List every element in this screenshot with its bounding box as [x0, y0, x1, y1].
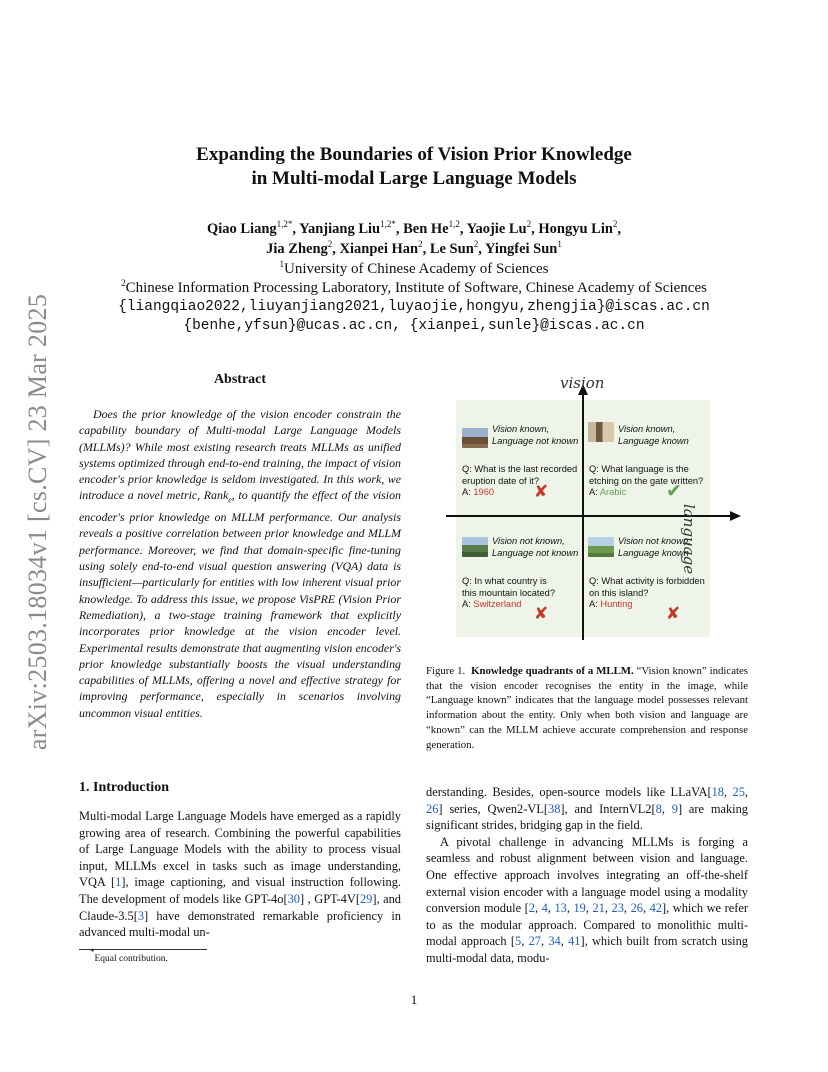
check-icon: ✔ [666, 480, 682, 502]
cross-icon: ✘ [534, 604, 549, 624]
q2-label-line1: Vision known, [618, 424, 676, 434]
body-text: , [623, 901, 631, 916]
q1-question-line2: eruption date of it? [462, 475, 540, 486]
author-name: Jia Zheng [266, 241, 328, 257]
caption-text: “Vision known” indicates that the vision encoder recognises the entity in the image, while “Language known” indicates that the language model possesses relevant information about the entity. Only when both vision and language are “known” can the MLLM achieve accurate comprehension and response generation. [426, 665, 748, 751]
author-name: Le Sun [429, 241, 474, 257]
quadrant-2-qa [589, 464, 703, 499]
author-separator: , [617, 221, 622, 237]
author-separator: , [395, 221, 404, 237]
body-text: , [642, 901, 650, 916]
citation-link[interactable]: 18 [711, 785, 724, 799]
author-name: Qiao Liang [206, 221, 277, 237]
body-text: ], and Claude-3.5[ [79, 891, 401, 923]
author-name: Ben He [403, 221, 449, 237]
body-text: ], which we refer to as the modular approach. Compared to monolithic multi-modal approach [ [426, 901, 748, 949]
body-text: ] series, Qwen2-VL[ [438, 801, 549, 816]
quadrant-3-label [492, 536, 578, 559]
language-axis-label: language [680, 504, 698, 575]
language-axis-arrow-icon [730, 511, 741, 521]
q4-answer: Hunting [600, 599, 633, 609]
paper-title-line1: Expanding the Boundaries of Vision Prior Knowledge [196, 144, 632, 165]
citation-link[interactable]: 34 [548, 934, 561, 949]
author-affiliation-marker: 2 [526, 219, 532, 229]
body-text: , [744, 785, 748, 799]
body-text: Multi-modal Large Language Models have emerged as a rapidly growing area of research. Combining the powerful capabilities of Large Language Models with the ability to process visual input, MLLMs excel in tasks such as image understanding, VQA [ [79, 809, 401, 890]
volcano-thumbnail [462, 428, 488, 448]
island-thumbnail [588, 537, 614, 557]
citation-link[interactable]: 42 [649, 901, 662, 916]
author-affiliation-marker: 2 [612, 219, 618, 229]
citation-link[interactable]: 25 [732, 785, 745, 799]
body-text: ] have demonstrated remarkable proficiency in advanced multi-modal un- [79, 908, 401, 940]
quadrant-2-label [618, 424, 689, 447]
author-separator: , [531, 221, 539, 237]
citation-link[interactable]: 38 [548, 801, 561, 816]
author-name: Yanjiang Liu [299, 221, 381, 237]
body-text: , [521, 934, 529, 949]
author-affiliation-marker: 2 [327, 239, 333, 249]
q2-question-line1: Q: What language is the [589, 464, 689, 474]
body-text: ], and InternVL2[ [560, 801, 656, 816]
affiliation-1 [0, 259, 828, 279]
caption-label: Figure 1. [426, 665, 466, 677]
vision-axis-label: vision [560, 374, 605, 392]
body-text: , [547, 901, 555, 916]
body-text: , [723, 785, 733, 799]
abstract-part-1: Does the prior knowledge of the vision encoder constrain the capability boundary of Multi-modal Large Language Models (MLLMs)? While most existing research treats MLLMs as unified systems optimized through end-to-end training, the impact of vision encoder's prior knowledge is seldom investigated. In this work, we introduce a novel metric, Rank [79, 407, 401, 503]
citation-link[interactable]: 2 [528, 901, 535, 916]
body-text: , [585, 901, 593, 916]
author-name: Yingfei Sun [484, 241, 558, 257]
q1-answer: 1960 [473, 487, 495, 497]
aff2-text: Chinese Information Processing Laboratory, Institute of Software, Chinese Academy of Sciences [125, 280, 707, 296]
body-text: A pivotal challenge in advancing MLLMs is forging a seamless and robust alignment between vision and language. One effective approach involves integrating an off-the-shelf external vision encoder with a language model using a modality conversion module [ [426, 834, 748, 916]
author-name: Xianpei Han [339, 241, 419, 257]
citation-link[interactable]: 29 [359, 891, 373, 906]
q2-question-line2: etching on the gate written? [589, 475, 704, 486]
q1-label-line1: Vision known, [492, 424, 550, 434]
q4-label-line1: Vision not known, [618, 536, 691, 546]
q3-label-line1: Vision not known, [492, 536, 565, 546]
citation-link[interactable]: 3 [137, 908, 145, 923]
body-text: ], which built from scratch using multi-modal data, modu- [426, 934, 748, 965]
author-separator: , [292, 221, 300, 237]
author-affiliation-marker: 2 [473, 239, 479, 249]
q4-answer-prefix: A: [589, 599, 601, 609]
aff1-marker: 1 [279, 259, 284, 269]
intro-paragraph-1 [79, 808, 401, 941]
footnote-rule [79, 949, 207, 950]
author-separator: , [332, 241, 340, 257]
q2-answer-prefix: A: [589, 487, 600, 497]
body-text: ] are making significant strides, bridging gap in the field. [426, 801, 748, 833]
body-text: , [560, 934, 569, 949]
footnote-marker: * [90, 947, 95, 957]
gate-thumbnail [588, 422, 614, 442]
section-heading-introduction: 1. Introduction [79, 780, 169, 795]
q3-answer-prefix: A: [462, 599, 474, 609]
q3-answer: Switzerland [473, 599, 522, 609]
paper-title-line2: in Multi-modal Large Language Models [251, 168, 577, 189]
q1-answer-prefix: A: [462, 487, 474, 497]
q3-question-line1: Q: In what country is [462, 576, 547, 586]
q4-question-line1: Q: What activity is forbidden [589, 576, 705, 586]
q2-answer: Arabic [599, 487, 627, 497]
vision-axis-line [582, 394, 584, 640]
q4-label-line2: Language known [618, 547, 689, 558]
q1-label-line2: Language not known [492, 435, 579, 446]
author-affiliation-marker: 1,2* [276, 219, 293, 229]
aff2-marker: 2 [121, 278, 126, 288]
email-line-2: {benhe,yfsun}@ucas.ac.cn, {xianpei,sunle}@iscas.ac.cn [183, 318, 645, 334]
intro-right-column [426, 784, 748, 967]
citation-link[interactable]: 4 [541, 901, 548, 916]
body-text: , [534, 901, 542, 916]
citation-link[interactable]: 1 [115, 875, 122, 890]
arxiv-sidebar [18, 287, 58, 757]
citation-link[interactable]: 13 [554, 901, 567, 916]
body-text: derstanding. Besides, open-source models like LLaVA[ [426, 785, 712, 799]
author-affiliation-marker: 1 [557, 239, 562, 249]
abstract-heading: Abstract [213, 372, 267, 387]
footnote [90, 947, 168, 964]
abstract-text [79, 406, 401, 721]
author-name: Yaojie Lu [466, 221, 527, 237]
mountain-thumbnail [462, 537, 488, 557]
citation-link[interactable]: 8 [655, 801, 662, 816]
q4-question-line2: on this island? [589, 587, 649, 598]
body-text: ], image captioning, and visual instruction following. The development of models like GPT-4o[ [79, 875, 401, 906]
author-affiliation-marker: 1,2* [380, 219, 396, 229]
cross-icon: ✘ [666, 604, 681, 624]
abstract-part-2: , to quantify the effect of the vision encoder's prior knowledge on MLLM performance. Our analysis reveals a positive correlation between prior knowledge and MLLM performance. Moreover, we find that domain-specific fine-tuning using solely end-to-end visual question answering (VQA) data is insufficient—particularly for entities with low inherent visual prior knowledge. To address this issue, we propose VisPRE (Vision Prior Remediation), a two-stage training framework that explicitly incorporates prior knowledge at the vision encoder level. Experimental results demonstrate that augmenting vision encoder's prior knowledge substantially boosts the visual understanding capabilities of MLLMs, offering a novel and effective strategy for improving performance, especially in scenarios involving uncommon visual entities. [79, 488, 401, 720]
q2-label-line2: Language known [618, 435, 689, 446]
quadrant-1-label [492, 424, 578, 447]
quadrant-4-qa [589, 576, 705, 611]
figure-knowledge-quadrants [430, 372, 750, 640]
caption-title: Knowledge quadrants of a MLLM. [471, 665, 634, 677]
body-text: ] , GPT-4V[ [299, 891, 360, 906]
citation-link[interactable]: 21 [592, 901, 605, 916]
body-text: , [604, 901, 612, 916]
author-line-2 [0, 239, 828, 259]
body-text: , [540, 934, 549, 949]
author-separator: , [422, 241, 430, 257]
arxiv-id: arXiv:2503.18034v1 [cs.CV] 23 Mar 2025 [23, 293, 52, 751]
author-affiliation-marker: 2 [418, 239, 423, 249]
page-number: 1 [410, 992, 418, 1007]
citation-link[interactable]: 23 [611, 901, 624, 916]
aff1-text: University of Chinese Academy of Sciences [283, 261, 549, 277]
citation-link[interactable]: 26 [426, 801, 439, 816]
footnote-text: Equal contribution. [94, 954, 168, 964]
quadrant-1-qa [462, 464, 577, 499]
cross-icon: ✘ [534, 482, 549, 502]
citation-link[interactable]: 5 [515, 934, 522, 949]
citation-link[interactable]: 26 [630, 901, 643, 916]
citation-link[interactable]: 27 [528, 934, 541, 949]
author-separator: , [478, 241, 485, 257]
email-line-1: {liangqiao2022,liuyanjiang2021,luyaojie,hongyu,zhengjia}@iscas.ac.cn [118, 299, 710, 315]
q1-question-line1: Q: What is the last recorded [462, 464, 578, 474]
body-text: , [661, 801, 672, 816]
author-affiliation-marker: 1,2 [448, 219, 460, 229]
author-line-1 [0, 219, 828, 239]
rank-subscript: e [228, 495, 232, 505]
citation-link[interactable]: 41 [568, 934, 581, 949]
q3-label-line2: Language not known [492, 547, 579, 558]
figure-caption [426, 664, 748, 752]
citation-link[interactable]: 30 [287, 891, 300, 906]
author-separator: , [459, 221, 467, 237]
citation-link[interactable]: 9 [671, 801, 678, 816]
body-text: , [566, 901, 574, 916]
q3-question-line2: this mountain located? [462, 587, 556, 598]
affiliation-2 [0, 278, 828, 298]
author-name: Hongyu Lin [538, 221, 613, 237]
quadrant-4-label [618, 536, 691, 559]
citation-link[interactable]: 19 [573, 901, 586, 916]
